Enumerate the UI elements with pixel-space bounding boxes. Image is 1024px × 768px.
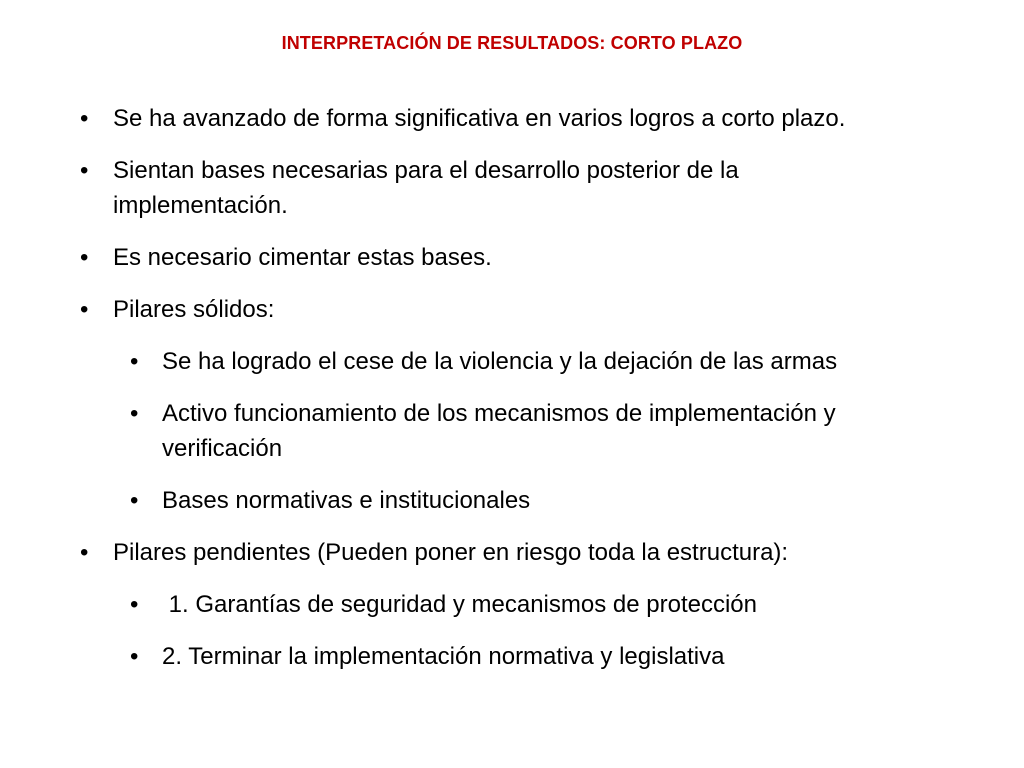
bullet-dot-icon: • [80,296,89,323]
bullet-dot-icon: • [80,539,89,566]
bullet-dot-icon: • [130,643,139,670]
sub-bullet-item [0,639,1024,674]
bullet-text: 2. Terminar la implementación normativa y legislativa [162,643,725,670]
bullet-text: Pilares pendientes (Pueden poner en riesgo toda la estructura): [113,539,789,566]
bullet-item [0,292,1024,327]
bullet-dot-icon: • [130,591,139,618]
bullet-text: Activo funcionamiento de los mecanismos de implementación y verificación [162,400,836,462]
bullet-dot-icon: • [130,348,139,375]
sub-bullet-item [0,483,1024,518]
bullet-text: Sientan bases necesarias para el desarrollo posterior de la implementación. [113,157,739,219]
bullet-text: Pilares sólidos: [113,296,275,323]
bullet-dot-icon: • [80,105,89,132]
bullet-item [0,153,1024,223]
bullet-item [0,240,1024,275]
bullet-text: 1. Garantías de seguridad y mecanismos de protección [162,591,757,618]
bullet-dot-icon: • [80,244,89,271]
bullet-dot-icon: • [130,400,139,427]
bullet-dot-icon: • [80,157,89,184]
sub-bullet-item [0,344,1024,379]
sub-bullet-item [0,587,1024,622]
bullet-item [0,101,1024,136]
bullet-text: Se ha avanzado de forma significativa en varios logros a corto plazo. [113,105,846,132]
bullet-text: Es necesario cimentar estas bases. [113,244,492,271]
bullet-text: Bases normativas e institucionales [162,487,531,514]
bullet-dot-icon: • [130,487,139,514]
bullet-text: Se ha logrado el cese de la violencia y la dejación de las armas [162,348,838,375]
bullet-list [0,101,1024,691]
sub-bullet-item [0,396,1024,466]
slide-title: INTERPRETACIÓN DE RESULTADOS: CORTO PLAZO [281,33,743,53]
bullet-item [0,535,1024,570]
